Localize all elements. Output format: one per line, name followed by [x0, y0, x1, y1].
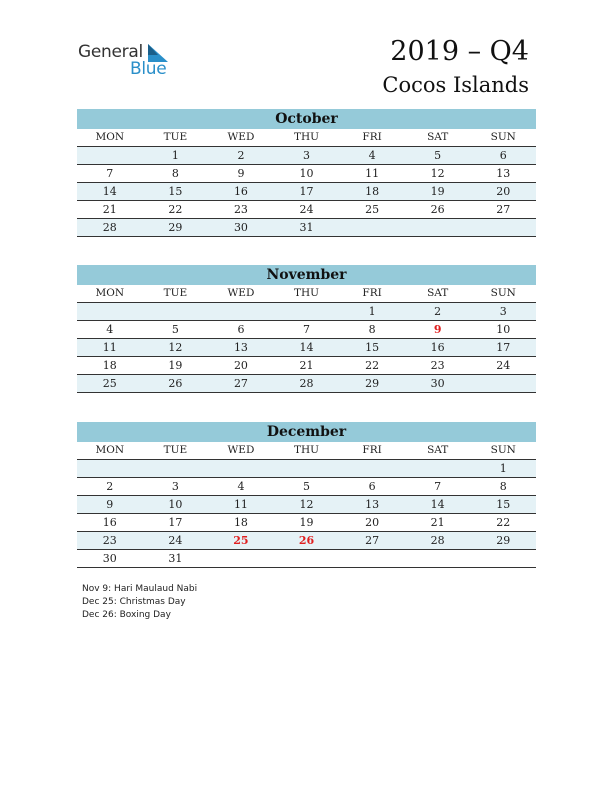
- day-cell: [208, 550, 274, 567]
- day-cell: 13: [365, 498, 380, 511]
- week-row: [77, 201, 536, 219]
- weekday-label: WED: [227, 287, 255, 299]
- weekday-label: WED: [227, 131, 255, 143]
- day-cell: 5: [171, 323, 179, 336]
- day-cell: 13: [496, 167, 511, 180]
- day-cell: 2: [106, 480, 114, 493]
- day-cell: 18: [233, 516, 248, 529]
- day-cell: 25: [233, 534, 249, 547]
- day-cell: 1: [368, 305, 376, 318]
- day-cell: 20: [365, 516, 380, 529]
- weekday-label: FRI: [362, 287, 382, 299]
- weekday-label: MON: [95, 444, 125, 456]
- day-cell: 6: [368, 480, 376, 493]
- day-cell: [405, 550, 471, 567]
- week-row: [77, 339, 536, 357]
- day-cell: 4: [237, 480, 245, 493]
- day-cell: 7: [434, 480, 442, 493]
- day-cell: [470, 550, 536, 567]
- day-cell: 30: [430, 377, 445, 390]
- day-cell: 17: [299, 185, 314, 198]
- week-row: [77, 183, 536, 201]
- weekday-label: TUE: [163, 444, 188, 456]
- day-cell: 14: [299, 341, 314, 354]
- holiday-note: Nov 9: Hari Maulaud Nabi: [82, 584, 198, 594]
- day-cell: [339, 460, 405, 477]
- day-cell: 25: [365, 203, 380, 216]
- day-cell: 8: [368, 323, 376, 336]
- day-cell: [405, 460, 471, 477]
- day-cell: [143, 460, 209, 477]
- logo-blue-text: Blue: [130, 59, 167, 79]
- day-cell: 12: [299, 498, 314, 511]
- day-cell: 11: [102, 341, 117, 354]
- week-row: [77, 550, 536, 568]
- day-cell: 8: [499, 480, 507, 493]
- day-cell: 24: [299, 203, 314, 216]
- day-cell: [274, 303, 340, 320]
- week-row: [77, 303, 536, 321]
- day-cell: [77, 303, 143, 320]
- week-row: [77, 357, 536, 375]
- day-cell: 11: [233, 498, 248, 511]
- day-cell: 25: [102, 377, 117, 390]
- week-row: [77, 460, 536, 478]
- day-cell: 12: [430, 167, 445, 180]
- day-cell: 29: [496, 534, 511, 547]
- day-cell: 4: [106, 323, 114, 336]
- day-cell: 19: [430, 185, 445, 198]
- day-cell: 23: [233, 203, 248, 216]
- month-name: November: [77, 265, 536, 285]
- week-row: [77, 321, 536, 339]
- day-cell: [405, 219, 471, 236]
- day-cell: 2: [237, 149, 245, 162]
- day-cell: 6: [499, 149, 507, 162]
- day-cell: 11: [365, 167, 380, 180]
- day-cell: 27: [365, 534, 380, 547]
- day-cell: 29: [168, 221, 183, 234]
- day-cell: 17: [496, 341, 511, 354]
- day-cell: 12: [168, 341, 183, 354]
- day-cell: 9: [106, 498, 114, 511]
- day-cell: [77, 147, 143, 164]
- day-cell: 2: [434, 305, 442, 318]
- day-cell: 10: [299, 167, 314, 180]
- weekday-header-row: [77, 285, 536, 303]
- weekday-label: TUE: [163, 287, 188, 299]
- day-cell: 18: [102, 359, 117, 372]
- day-cell: 22: [365, 359, 380, 372]
- day-cell: 28: [299, 377, 314, 390]
- weekday-label: FRI: [362, 131, 382, 143]
- calendar-october: [77, 109, 536, 237]
- day-cell: 27: [233, 377, 248, 390]
- weekday-label: SAT: [427, 131, 449, 143]
- week-row: [77, 532, 536, 550]
- month-name: October: [77, 109, 536, 129]
- month-name: December: [77, 422, 536, 442]
- logo-general-text: General: [78, 42, 143, 62]
- day-cell: 30: [233, 221, 248, 234]
- day-cell: 1: [171, 149, 179, 162]
- weekday-label: FRI: [362, 444, 382, 456]
- day-cell: 16: [233, 185, 248, 198]
- day-cell: 3: [171, 480, 179, 493]
- weekday-label: SUN: [490, 287, 516, 299]
- holiday-notes: [82, 583, 197, 622]
- day-cell: 23: [430, 359, 445, 372]
- day-cell: [77, 460, 143, 477]
- day-cell: 19: [168, 359, 183, 372]
- day-cell: 16: [430, 341, 445, 354]
- day-cell: [208, 460, 274, 477]
- day-cell: 17: [168, 516, 183, 529]
- day-cell: 7: [106, 167, 114, 180]
- page-title: 2019 – Q4: [390, 36, 529, 67]
- weekday-header-row: [77, 129, 536, 147]
- holiday-note: Dec 26: Boxing Day: [82, 610, 171, 620]
- day-cell: 10: [496, 323, 511, 336]
- day-cell: 21: [299, 359, 314, 372]
- day-cell: [339, 219, 405, 236]
- day-cell: 3: [303, 149, 311, 162]
- day-cell: 5: [303, 480, 311, 493]
- day-cell: 6: [237, 323, 245, 336]
- day-cell: [470, 219, 536, 236]
- day-cell: 27: [496, 203, 511, 216]
- weekday-label: MON: [95, 131, 125, 143]
- day-cell: 22: [496, 516, 511, 529]
- day-cell: 9: [433, 323, 442, 336]
- day-cell: 8: [171, 167, 179, 180]
- day-cell: [339, 550, 405, 567]
- day-cell: 31: [299, 221, 314, 234]
- weekday-header-row: [77, 442, 536, 460]
- day-cell: 24: [168, 534, 183, 547]
- day-cell: 26: [168, 377, 183, 390]
- day-cell: 29: [365, 377, 380, 390]
- calendar-november: [77, 265, 536, 393]
- week-row: [77, 147, 536, 165]
- day-cell: 30: [102, 552, 117, 565]
- day-cell: 5: [434, 149, 442, 162]
- day-cell: 3: [499, 305, 507, 318]
- week-row: [77, 219, 536, 237]
- day-cell: 23: [102, 534, 117, 547]
- day-cell: [208, 303, 274, 320]
- logo: [78, 42, 178, 78]
- calendar-december: [77, 422, 536, 568]
- day-cell: 28: [102, 221, 117, 234]
- day-cell: 20: [496, 185, 511, 198]
- day-cell: 20: [233, 359, 248, 372]
- day-cell: 28: [430, 534, 445, 547]
- week-row: [77, 496, 536, 514]
- day-cell: 10: [168, 498, 183, 511]
- page-subtitle: Cocos Islands: [382, 73, 529, 97]
- weekday-label: TUE: [163, 131, 188, 143]
- weekday-label: THU: [294, 444, 320, 456]
- day-cell: 14: [430, 498, 445, 511]
- holiday-note: Dec 25: Christmas Day: [82, 597, 186, 607]
- day-cell: [274, 460, 340, 477]
- day-cell: 21: [430, 516, 445, 529]
- day-cell: 31: [168, 552, 183, 565]
- day-cell: [470, 375, 536, 392]
- day-cell: 4: [368, 149, 376, 162]
- weekday-label: SUN: [490, 131, 516, 143]
- day-cell: 9: [237, 167, 245, 180]
- day-cell: [143, 303, 209, 320]
- week-row: [77, 514, 536, 532]
- day-cell: 16: [102, 516, 117, 529]
- week-row: [77, 165, 536, 183]
- day-cell: 7: [303, 323, 311, 336]
- day-cell: 26: [298, 534, 315, 547]
- weekday-label: THU: [294, 131, 320, 143]
- day-cell: 1: [499, 462, 507, 475]
- day-cell: 14: [102, 185, 117, 198]
- day-cell: 18: [365, 185, 380, 198]
- weekday-label: THU: [294, 287, 320, 299]
- day-cell: 24: [496, 359, 511, 372]
- day-cell: 15: [365, 341, 380, 354]
- day-cell: 13: [233, 341, 248, 354]
- day-cell: 15: [496, 498, 511, 511]
- weekday-label: SAT: [427, 444, 449, 456]
- week-row: [77, 478, 536, 496]
- week-row: [77, 375, 536, 393]
- day-cell: 22: [168, 203, 183, 216]
- day-cell: 26: [430, 203, 445, 216]
- weekday-label: SUN: [490, 444, 516, 456]
- day-cell: 19: [299, 516, 314, 529]
- weekday-label: SAT: [427, 287, 449, 299]
- weekday-label: MON: [95, 287, 125, 299]
- day-cell: 21: [102, 203, 117, 216]
- day-cell: [274, 550, 340, 567]
- day-cell: 15: [168, 185, 183, 198]
- weekday-label: WED: [227, 444, 255, 456]
